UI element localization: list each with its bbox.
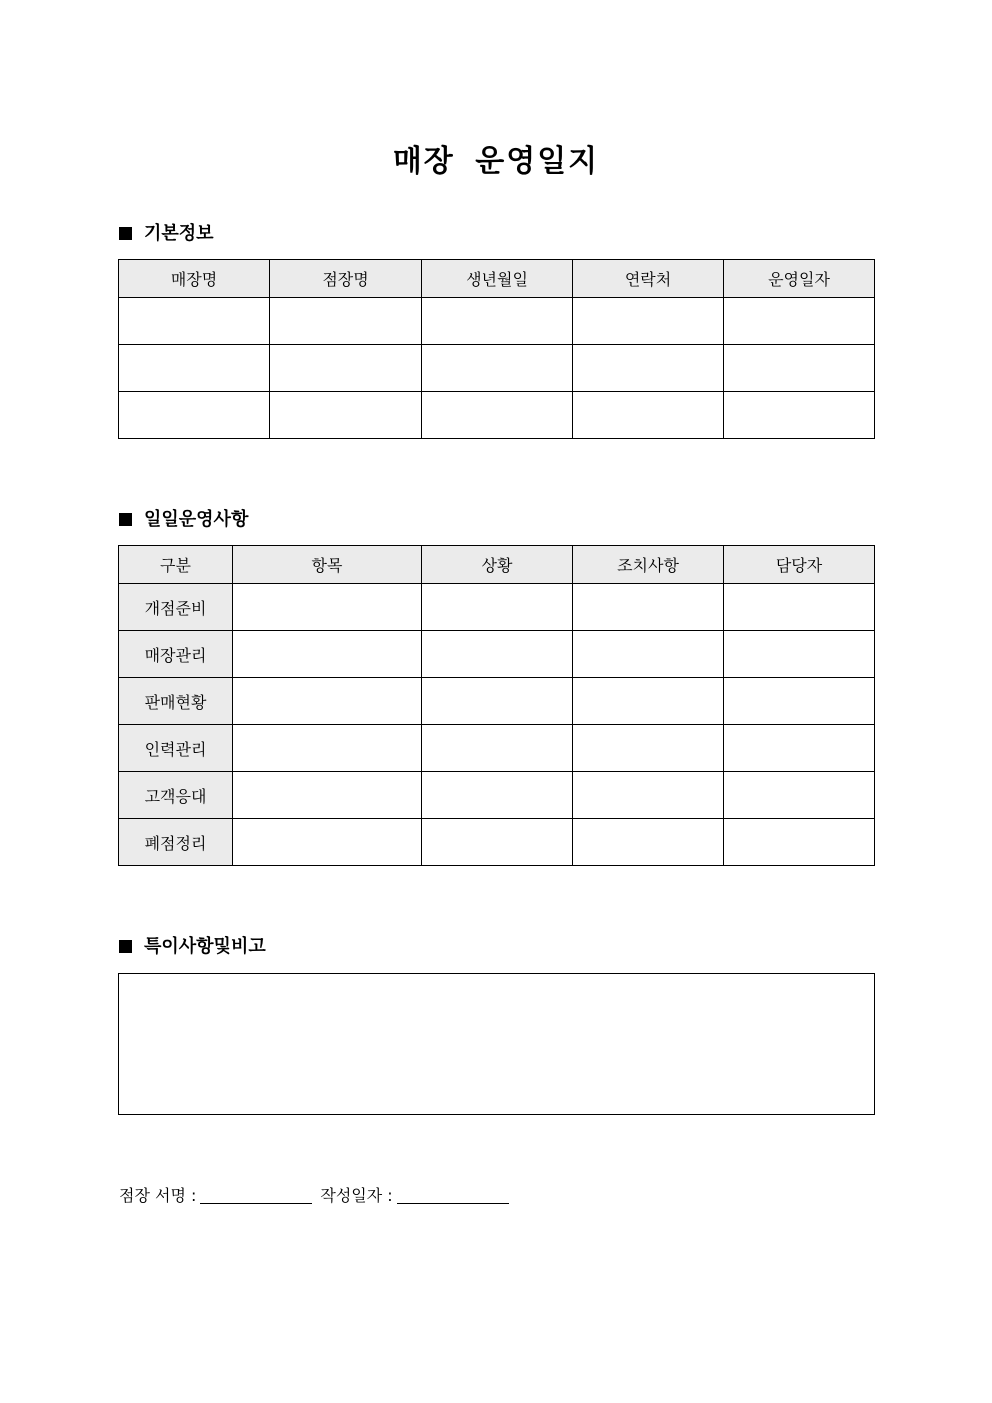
basic-info-header-row bbox=[119, 260, 875, 298]
daily-ops-cell[interactable] bbox=[724, 819, 875, 866]
column-header: 매장명 bbox=[119, 260, 270, 298]
document-title: 매장 운영일지 bbox=[392, 144, 600, 179]
daily-ops-cell[interactable] bbox=[724, 631, 875, 678]
daily-ops-cell[interactable] bbox=[724, 678, 875, 725]
basic-info-heading bbox=[119, 222, 214, 246]
notes-heading bbox=[119, 935, 266, 959]
column-header: 생년월일 bbox=[422, 260, 573, 298]
notes-box[interactable] bbox=[118, 973, 875, 1115]
table-row bbox=[119, 819, 875, 866]
table-row bbox=[119, 298, 875, 345]
basic-info-table bbox=[118, 259, 875, 439]
basic-info-cell[interactable] bbox=[422, 298, 573, 345]
table-row bbox=[119, 631, 875, 678]
column-header: 운영일자 bbox=[724, 260, 875, 298]
daily-ops-cell[interactable] bbox=[422, 678, 573, 725]
daily-ops-cell[interactable] bbox=[573, 772, 724, 819]
daily-ops-heading-text: 일일운영사항 bbox=[144, 509, 249, 530]
basic-info-cell[interactable] bbox=[422, 345, 573, 392]
column-header: 담당자 bbox=[724, 546, 875, 584]
square-bullet-icon bbox=[119, 513, 132, 526]
daily-ops-cell[interactable] bbox=[233, 631, 422, 678]
basic-info-cell[interactable] bbox=[724, 298, 875, 345]
column-header: 구분 bbox=[119, 546, 233, 584]
column-header: 연락처 bbox=[573, 260, 724, 298]
date-line[interactable] bbox=[397, 1185, 509, 1204]
square-bullet-icon bbox=[119, 227, 132, 240]
notes-heading-text: 특이사항및비고 bbox=[144, 936, 266, 957]
basic-info-cell[interactable] bbox=[724, 392, 875, 439]
row-label: 폐점정리 bbox=[119, 819, 233, 866]
daily-ops-cell[interactable] bbox=[422, 584, 573, 631]
manager-signature-line[interactable] bbox=[200, 1185, 312, 1204]
basic-info-cell[interactable] bbox=[119, 345, 270, 392]
row-label: 판매현황 bbox=[119, 678, 233, 725]
basic-info-cell[interactable] bbox=[724, 345, 875, 392]
basic-info-heading-text: 기본정보 bbox=[144, 223, 214, 244]
manager-signature-label: 점장 서명 : bbox=[119, 1186, 197, 1205]
daily-ops-cell[interactable] bbox=[724, 725, 875, 772]
daily-ops-table bbox=[118, 545, 875, 866]
daily-ops-cell[interactable] bbox=[233, 725, 422, 772]
column-header: 조치사항 bbox=[573, 546, 724, 584]
row-label: 인력관리 bbox=[119, 725, 233, 772]
date-label: 작성일자 : bbox=[320, 1186, 393, 1205]
daily-ops-cell[interactable] bbox=[233, 678, 422, 725]
daily-ops-cell[interactable] bbox=[573, 631, 724, 678]
column-header: 점장명 bbox=[270, 260, 422, 298]
table-row bbox=[119, 678, 875, 725]
table-row bbox=[119, 584, 875, 631]
daily-ops-cell[interactable] bbox=[233, 584, 422, 631]
daily-ops-cell[interactable] bbox=[573, 819, 724, 866]
column-header: 항목 bbox=[233, 546, 422, 584]
daily-ops-cell[interactable] bbox=[422, 772, 573, 819]
table-row bbox=[119, 345, 875, 392]
signature-row bbox=[119, 1184, 517, 1208]
basic-info-cell[interactable] bbox=[422, 392, 573, 439]
daily-ops-heading bbox=[119, 508, 248, 532]
daily-ops-cell[interactable] bbox=[573, 725, 724, 772]
basic-info-cell[interactable] bbox=[270, 345, 422, 392]
column-header: 상황 bbox=[422, 546, 573, 584]
daily-ops-cell[interactable] bbox=[422, 631, 573, 678]
table-row bbox=[119, 392, 875, 439]
table-row bbox=[119, 772, 875, 819]
daily-ops-cell[interactable] bbox=[233, 819, 422, 866]
basic-info-cell[interactable] bbox=[270, 298, 422, 345]
square-bullet-icon bbox=[119, 940, 132, 953]
row-label: 매장관리 bbox=[119, 631, 233, 678]
basic-info-cell[interactable] bbox=[573, 392, 724, 439]
daily-ops-cell[interactable] bbox=[573, 584, 724, 631]
table-row bbox=[119, 725, 875, 772]
basic-info-cell[interactable] bbox=[119, 298, 270, 345]
basic-info-cell[interactable] bbox=[270, 392, 422, 439]
daily-ops-cell[interactable] bbox=[724, 584, 875, 631]
daily-ops-cell[interactable] bbox=[573, 678, 724, 725]
row-label: 고객응대 bbox=[119, 772, 233, 819]
basic-info-cell[interactable] bbox=[573, 298, 724, 345]
daily-ops-header-row bbox=[119, 546, 875, 584]
basic-info-cell[interactable] bbox=[573, 345, 724, 392]
daily-ops-cell[interactable] bbox=[422, 819, 573, 866]
daily-ops-cell[interactable] bbox=[233, 772, 422, 819]
daily-ops-cell[interactable] bbox=[422, 725, 573, 772]
row-label: 개점준비 bbox=[119, 584, 233, 631]
basic-info-cell[interactable] bbox=[119, 392, 270, 439]
daily-ops-cell[interactable] bbox=[724, 772, 875, 819]
